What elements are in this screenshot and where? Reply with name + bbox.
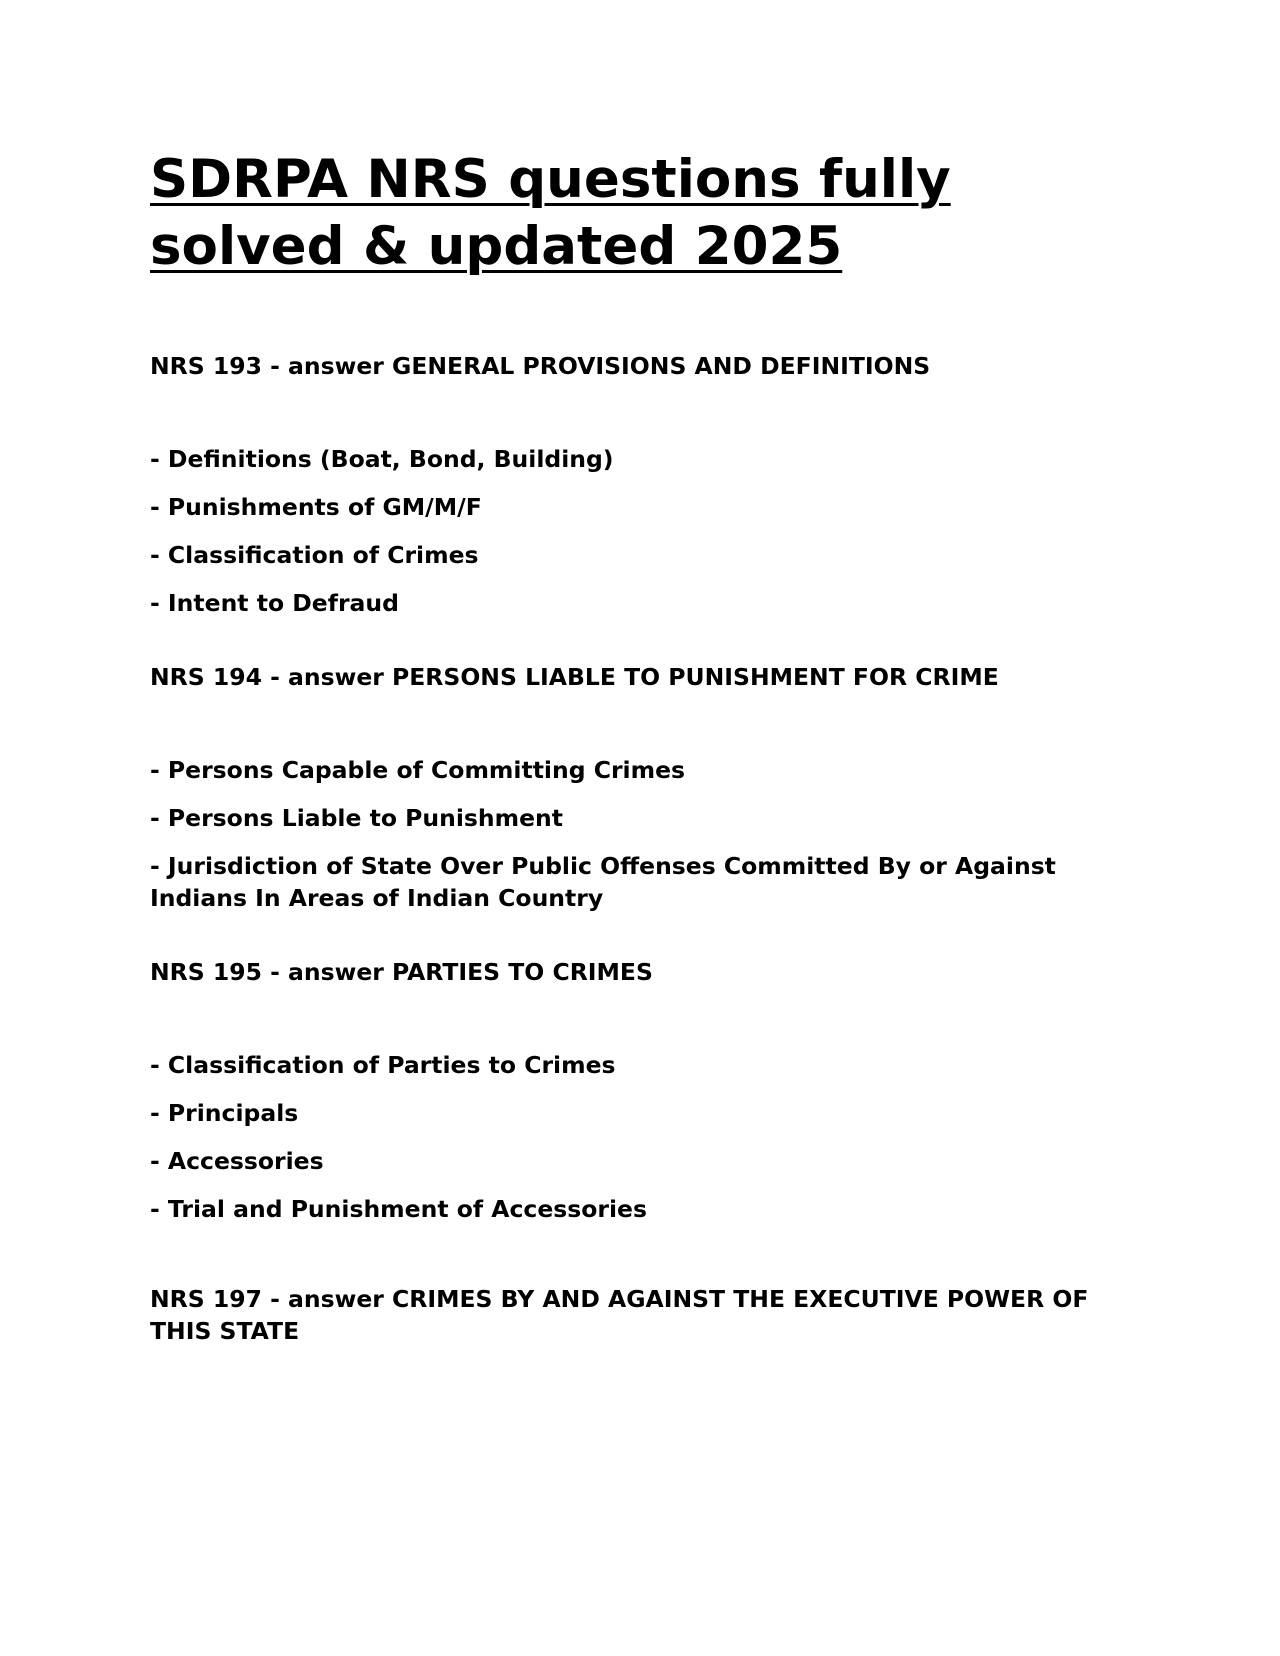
list-item: - Accessories — [150, 1147, 324, 1175]
list-item: - Trial and Punishment of Accessories — [150, 1195, 647, 1223]
section-heading: NRS 194 - answer PERSONS LIABLE TO PUNISHMENT FOR CRIME — [150, 663, 999, 691]
section-heading: NRS 197 - answer CRIMES BY AND AGAINST THE EXECUTIVE POWER OF THIS STATE — [150, 1285, 1089, 1345]
section-nrs-195 — [150, 956, 1130, 1225]
list-item: - Persons Liable to Punishment — [150, 804, 564, 832]
list-item: - Principals — [150, 1099, 299, 1127]
section-nrs-194 — [150, 661, 1130, 914]
section-items — [150, 443, 1130, 619]
list-item: - Persons Capable of Committing Crimes — [150, 756, 686, 784]
list-item: - Jurisdiction of State Over Public Offenses Committed By or Against Indians In Areas of Indian Country — [150, 852, 1056, 912]
section-nrs-197 — [150, 1283, 1130, 1347]
section-items — [150, 1049, 1130, 1225]
list-item: - Classification of Parties to Crimes — [150, 1051, 616, 1079]
list-item: - Definitions (Boat, Bond, Building) — [150, 445, 614, 473]
section-heading: NRS 195 - answer PARTIES TO CRIMES — [150, 958, 653, 986]
section-heading: NRS 193 - answer GENERAL PROVISIONS AND DEFINITIONS — [150, 352, 931, 380]
list-item: - Intent to Defraud — [150, 589, 399, 617]
document-page — [150, 146, 1130, 1347]
document-title: SDRPA NRS questions fully solved & updated 2025 — [150, 149, 951, 277]
section-nrs-193 — [150, 350, 1130, 619]
list-item: - Punishments of GM/M/F — [150, 493, 482, 521]
list-item: - Classification of Crimes — [150, 541, 479, 569]
section-items — [150, 754, 1130, 914]
